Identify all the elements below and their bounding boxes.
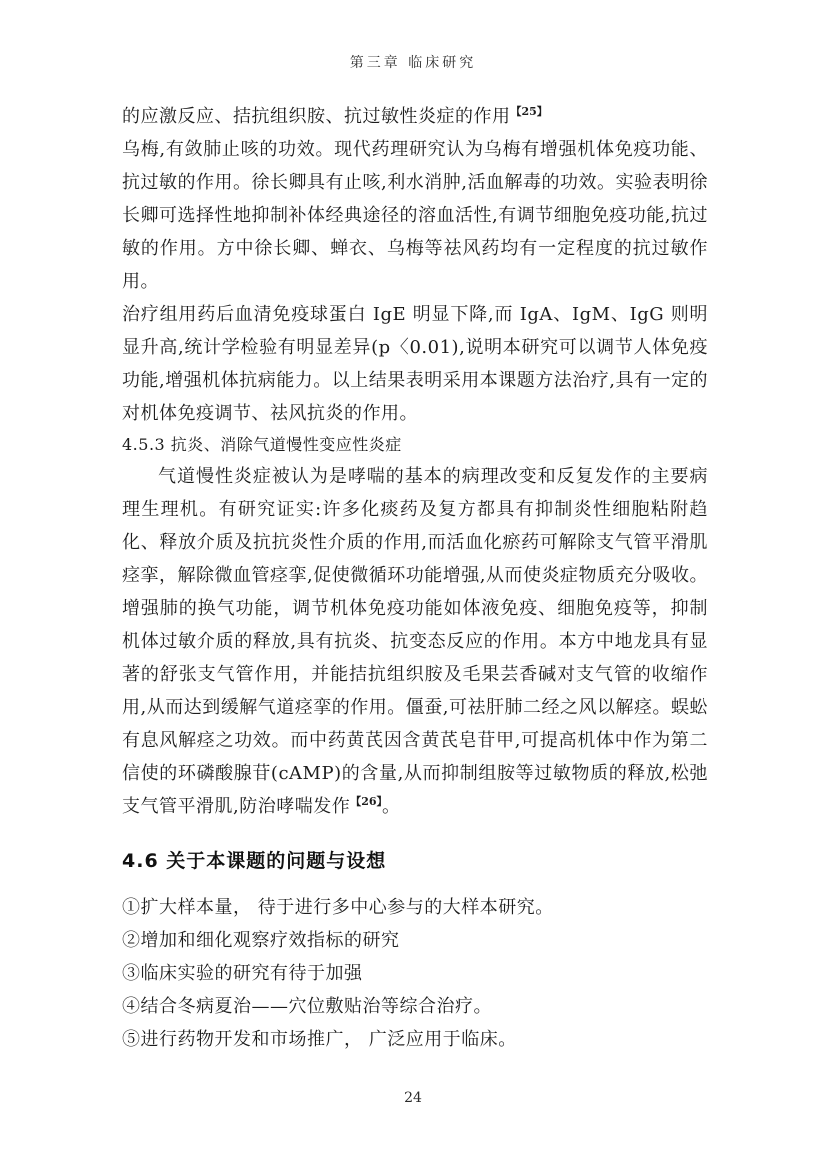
section-heading-text: 4.6 关于本课题的问题与设想 bbox=[122, 850, 387, 872]
paragraph-text: 治疗组用药后血清免疫球蛋白 IgE 明显下降,而 IgA、IgM、IgG 则明显升高,统计学检验有明显差异(p〈0.01),说明本研究可以调节人体免疫功能,增强机体抗病能力。以上结果表明采用本课题方法治疗,具有一定的对机体免疫调节、祛风抗炎的作用。 bbox=[122, 304, 708, 424]
citation-ref-25: 【25】 bbox=[510, 105, 548, 118]
paragraph-ige-results bbox=[122, 298, 708, 430]
list-item-text: ④结合冬病夏治——穴位敷贴治等综合治疗。 bbox=[122, 996, 492, 1017]
citation-ref-26: 【26】 bbox=[350, 795, 383, 808]
page-number: 24 bbox=[404, 1090, 422, 1106]
paragraph-text: 气道慢性炎症被认为是哮喘的基本的病理改变和反复发作的主要病理生理机。有研究证实:许多化痰药及复方都具有抑制炎性细胞粘附趋化、释放介质及抗抗炎性介质的作用,而活血化瘀药可解除支气管平滑肌痉挛，解除微血管痉挛,促使微循环功能增强,从而使炎症物质充分吸收。增强肺的换气功能，调节机体免疫功能如体液免疫、细胞免疫等，抑制机体过敏介质的释放,具有抗炎、抗变态反应的作用。本方中地龙具有显著的舒张支气管作用，并能拮抗组织胺及毛果芸香碱对支气管的收缩作用,从而达到缓解气道痉挛的作用。僵蚕,可祛肝肺二经之风以解痉。蜈蚣有息风解痉之功效。而中药黄芪因含黄芪皂苷甲,可提高机体中作为第二信使的环磷酸腺苷(cAMP)的含量,从而抑制组胺等过敏物质的释放,松弛支气管平滑肌,防治哮喘发作 bbox=[122, 466, 708, 817]
list-item-2 bbox=[122, 924, 708, 957]
list-item-text: ②增加和细化观察疗效指标的研究 bbox=[122, 930, 400, 951]
list-item-text: ①扩大样本量， 待于进行多中心参与的大样本研究。 bbox=[122, 897, 554, 918]
paragraph-text: 乌梅,有敛肺止咳的功效。现代药理研究认为乌梅有增强机体免疫功能、抗过敏的作用。徐长卿具有止咳,利水消肿,活血解毒的功效。实验表明徐长卿可选择性地抑制补体经典途径的溶血活性,有调节细胞免疫功能,抗过敏的作用。方中徐长卿、蝉衣、乌梅等祛风药均有一定程度的抗过敏作用。 bbox=[122, 139, 708, 292]
subheading-text: 4.5.3 抗炎、消除气道慢性变应性炎症 bbox=[122, 435, 402, 454]
running-header: 第三章 临床研究 bbox=[349, 55, 477, 71]
section-heading-4-6 bbox=[122, 847, 708, 875]
list-item-3 bbox=[122, 957, 708, 990]
subheading-4-5-3 bbox=[122, 432, 708, 458]
page-content bbox=[122, 100, 708, 1056]
paragraph-text-end: 。 bbox=[382, 796, 401, 817]
list-item-5 bbox=[122, 1023, 708, 1056]
list-item-text: ⑤进行药物开发和市场推广， 广泛应用于临床。 bbox=[122, 1029, 517, 1050]
paragraph-text: 的应激反应、拮抗组织胺、抗过敏性炎症的作用 bbox=[122, 106, 511, 127]
list-item-4 bbox=[122, 990, 708, 1023]
paragraph-airway-inflammation bbox=[122, 460, 708, 823]
paragraph-wumei bbox=[122, 133, 708, 298]
paragraph-stress-reaction bbox=[122, 100, 708, 133]
list-item-text: ③临床实验的研究有待于加强 bbox=[122, 963, 363, 984]
list-item-1 bbox=[122, 891, 708, 924]
